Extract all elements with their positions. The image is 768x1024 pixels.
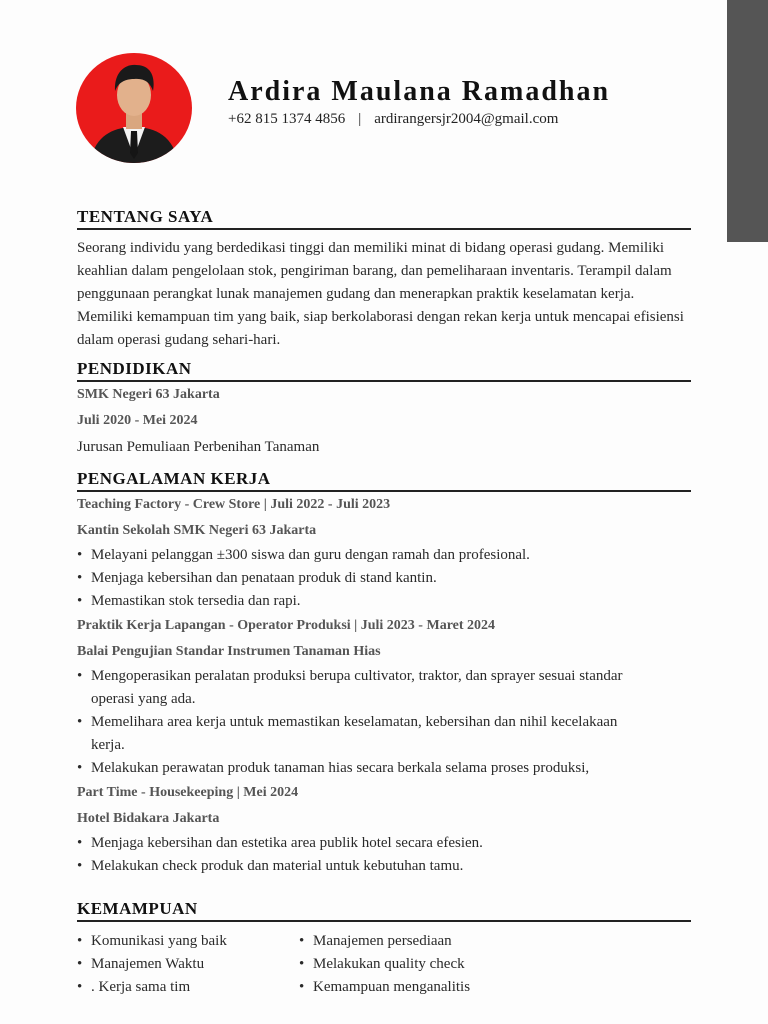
skills-right-list (299, 930, 470, 999)
job-place: Kantin Sekolah SMK Negeri 63 Jakarta (77, 523, 317, 538)
contact-line (228, 111, 558, 128)
list-item: • Menjaga kebersihan dan estetika area publik hotel secara efesien. (77, 832, 691, 855)
skills-left-list (77, 930, 299, 999)
education-period: Juli 2020 - Mei 2024 (77, 413, 198, 428)
job-place: Hotel Bidakara Jakarta (77, 811, 220, 826)
education-heading: PENDIDIKAN (77, 359, 691, 382)
person-portrait-icon (76, 53, 192, 163)
job-entry (77, 613, 691, 780)
job-entry (77, 780, 691, 878)
list-item: • Memastikan stok tersedia dan rapi. (77, 590, 691, 613)
job-bullets (77, 665, 647, 780)
job-role: Teaching Factory - Crew Store | Juli 2022 - Juli 2023 (77, 497, 391, 512)
list-item: • Menjaga kebersihan dan penataan produk di stand kantin. (77, 567, 691, 590)
about-section (77, 207, 691, 352)
job-bullets (77, 832, 691, 878)
list-item: • Melakukan check produk dan material untuk kebutuhan tamu. (77, 855, 691, 878)
job-entry (77, 492, 691, 613)
experience-heading: PENGALAMAN KERJA (77, 469, 691, 492)
experience-section (77, 469, 691, 878)
about-text: Seorang individu yang berdedikasi tinggi dan memiliki minat di bidang operasi gudang. Memiliki keahlian dalam pengelolaan stok, pengiriman barang, dan pemeliharaan inventaris. Terampil dalam penggunaan perangkat lunak manajemen gudang dan menerapkan praktik keselamatan kerja. Memiliki kemampuan tim yang baik, siap berkolaborasi dengan rekan kerja untuk mencapai efisiensi dalam operasi gudang sehari-hari. (77, 240, 684, 348)
list-item: • Memelihara area kerja untuk memastikan keselamatan, kebersihan dan nihil kecelakaan kerja. (77, 711, 647, 757)
list-item: • . Kerja sama tim (77, 976, 299, 999)
job-role: Praktik Kerja Lapangan - Operator Produksi | Juli 2023 - Maret 2024 (77, 618, 496, 633)
list-item: • Mengoperasikan peralatan produksi berupa cultivator, traktor, dan sprayer sesuai standar operasi yang ada. (77, 665, 647, 711)
list-item: • Melakukan perawatan produk tanaman hias secara berkala selama proses produksi, (77, 757, 647, 780)
list-item: • Melayani pelanggan ±300 siswa dan guru dengan ramah dan profesional. (77, 544, 691, 567)
job-role: Part Time - Housekeeping | Mei 2024 (77, 785, 299, 800)
list-item: • Manajemen Waktu (77, 953, 299, 976)
job-place: Balai Pengujian Standar Instrumen Tanaman Hias (77, 644, 381, 659)
about-heading: TENTANG SAYA (77, 207, 691, 230)
email-address: ardirangersjr2004@gmail.com (374, 111, 559, 127)
list-item: • Kemampuan menganalitis (299, 976, 470, 999)
job-bullets (77, 544, 691, 613)
contact-separator: | (358, 111, 362, 127)
list-item: • Melakukan quality check (299, 953, 470, 976)
education-section (77, 359, 691, 460)
school-name: SMK Negeri 63 Jakarta (77, 387, 220, 402)
list-item: • Manajemen persediaan (299, 930, 470, 953)
list-item: • Komunikasi yang baik (77, 930, 299, 953)
skills-section (77, 899, 691, 999)
scrollbar[interactable] (727, 0, 768, 242)
skills-columns (77, 930, 691, 999)
education-major: Jurusan Pemuliaan Perbenihan Tanaman (77, 439, 320, 455)
profile-photo (76, 53, 192, 163)
candidate-name: Ardira Maulana Ramadhan (228, 76, 611, 107)
skills-heading: KEMAMPUAN (77, 899, 691, 922)
phone-number: +62 815 1374 4856 (228, 111, 346, 127)
